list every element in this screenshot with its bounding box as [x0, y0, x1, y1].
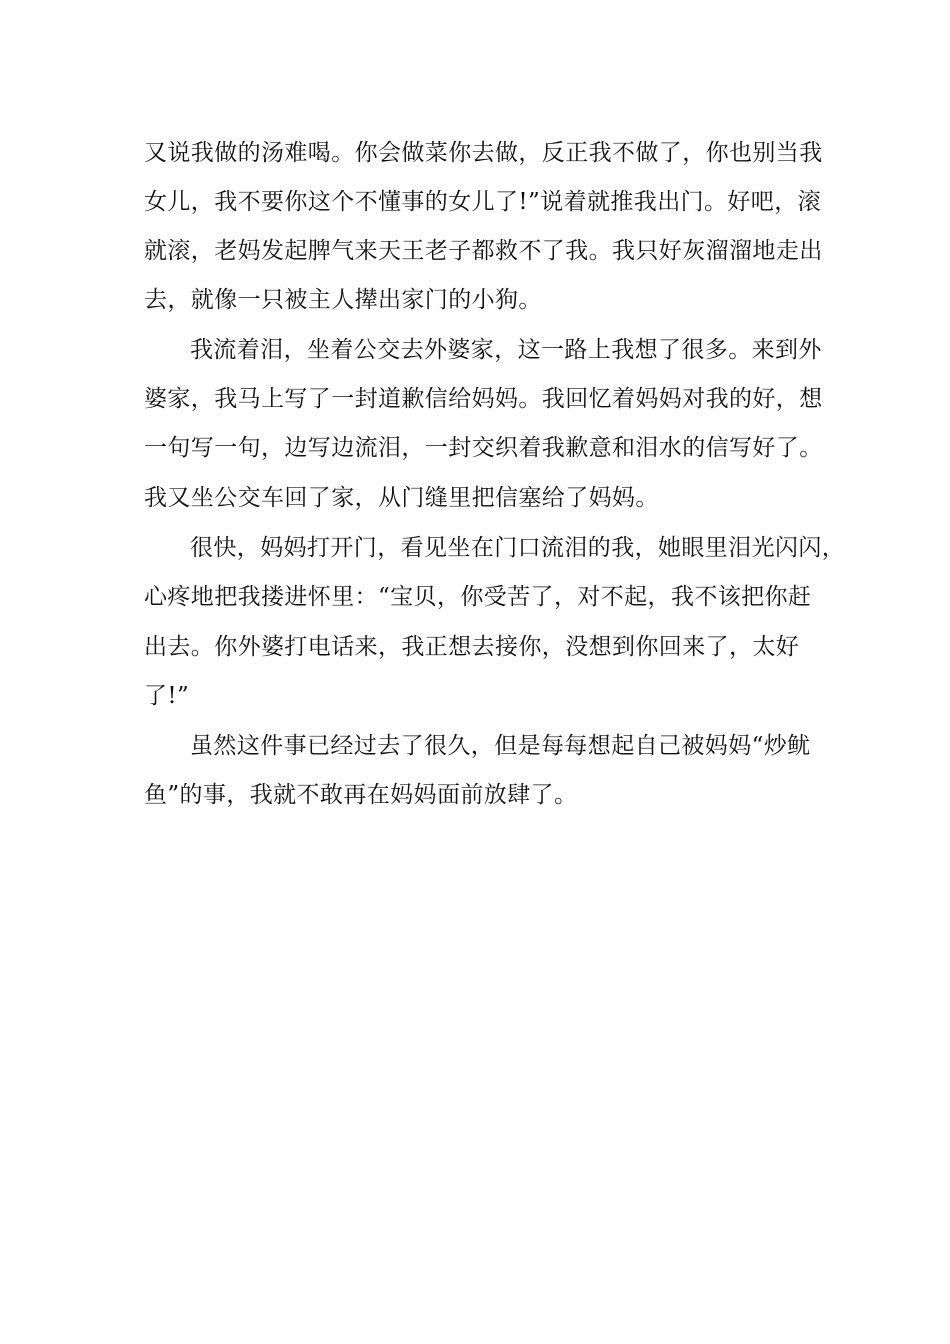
text-line: 鱼”的事，我就不敢再在妈妈面前放肆了。 [144, 782, 578, 808]
text-line: 女儿，我不要你这个不懂事的女儿了!”说着就推我出门。好吧，滚 [144, 189, 822, 215]
text-line: 很快，妈妈打开门，看见坐在门口流泪的我，她眼里泪光闪闪， [190, 535, 846, 561]
text-line: 我又坐公交车回了家，从门缝里把信塞给了妈妈。 [144, 485, 659, 511]
text-line: 又说我做的汤难喝。你会做菜你去做，反正我不做了，你也别当我 [144, 140, 823, 166]
text-line: 就滚，老妈发起脾气来天王老子都救不了我。我只好灰溜溜地走出 [144, 238, 823, 264]
text-line: 我流着泪，坐着公交去外婆家，这一路上我想了很多。来到外 [190, 337, 822, 363]
text-line: 了!” [144, 683, 190, 709]
text-line: 出去。你外婆打电话来，我正想去接你，没想到你回来了，太好 [144, 634, 800, 660]
text-line: 心疼地把我搂进怀里：“宝贝，你受苦了，对不起，我不该把你赶 [144, 584, 812, 610]
text-line: 一句写一句，边写边流泪，一封交织着我歉意和泪水的信写好了。 [144, 435, 823, 461]
text-line: 去，就像一只被主人撵出家门的小狗。 [144, 287, 542, 313]
text-line: 婆家，我马上写了一封道歉信给妈妈。我回忆着妈妈对我的好，想 [144, 386, 823, 412]
text-line: 虽然这件事已经过去了很久，但是每每想起自己被妈妈“炒鱿 [190, 733, 811, 759]
